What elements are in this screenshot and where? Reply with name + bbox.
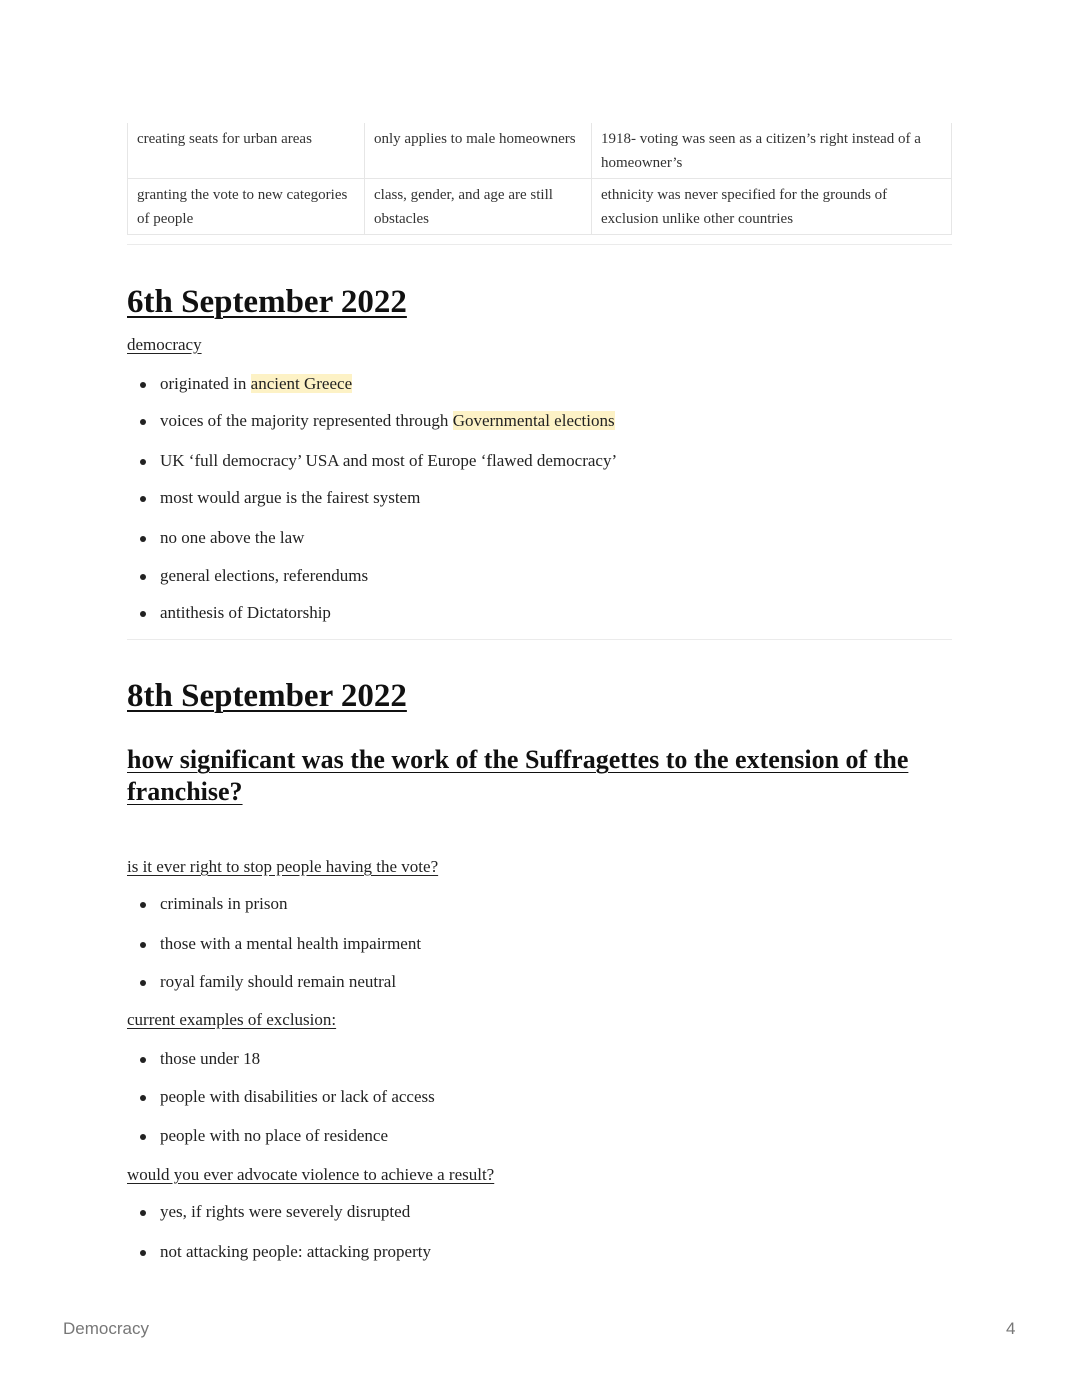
list-item-text: those with a mental health impairment <box>160 934 422 953</box>
table-cell: only applies to male homeowners <box>365 123 592 179</box>
page-number: 4 <box>1006 1319 1016 1338</box>
question-label: would you ever advocate violence to achieve a result? <box>127 1165 495 1184</box>
bullet-icon <box>140 1134 146 1140</box>
notes-table <box>127 123 952 235</box>
table-cell: ethnicity was never specified for the grounds of exclusion unlike other countries <box>592 179 952 235</box>
section-date-heading: 6th September 2022 <box>127 284 407 320</box>
list-item-text: people with no place of residence <box>160 1126 388 1145</box>
bullet-icon <box>140 1210 146 1216</box>
list-item-text: not attacking people: attacking property <box>160 1242 431 1261</box>
essay-question: how significant was the work of the Suffragettes to the extension of the franchise? <box>127 745 909 806</box>
section-date-heading: 8th September 2022 <box>127 678 407 714</box>
list-item-text: UK ‘full democracy’ USA and most of Europe ‘flawed democracy’ <box>160 451 618 470</box>
bullet-icon <box>140 1057 146 1063</box>
bullet-icon <box>140 1095 146 1101</box>
bullet-icon <box>140 980 146 986</box>
list-item-text: originated in <box>160 374 251 393</box>
question-label: is it ever right to stop people having the vote? <box>127 857 439 876</box>
bullet-icon <box>140 574 146 580</box>
bullet-icon <box>140 611 146 617</box>
table-cell: creating seats for urban areas <box>128 123 365 179</box>
highlighted-text: ancient Greece <box>250 374 353 393</box>
bullet-icon <box>140 496 146 502</box>
list-item-text: royal family should remain neutral <box>160 972 397 991</box>
bullet-icon <box>140 536 146 542</box>
list-item-text: criminals in prison <box>160 894 288 913</box>
bullet-icon <box>140 382 146 388</box>
bullet-icon <box>140 419 146 425</box>
bullet-icon <box>140 1250 146 1256</box>
divider <box>127 244 952 245</box>
question-label: current examples of exclusion: <box>127 1010 337 1029</box>
table-row <box>128 179 952 235</box>
bullet-icon <box>140 459 146 465</box>
list-item-text: those under 18 <box>160 1049 261 1068</box>
divider <box>127 639 952 640</box>
list-item-text: voices of the majority represented through <box>160 411 453 430</box>
list-item-text: most would argue is the fairest system <box>160 488 421 507</box>
table-cell: class, gender, and age are still obstacles <box>365 179 592 235</box>
table-row <box>128 123 952 179</box>
topic-label: democracy <box>127 335 202 354</box>
list-item-text: no one above the law <box>160 528 305 547</box>
list-item-text: general elections, referendums <box>160 566 369 585</box>
bullet-icon <box>140 942 146 948</box>
list-item-text: antithesis of Dictatorship <box>160 603 331 622</box>
footer-document-title: Democracy <box>63 1319 149 1338</box>
bullet-icon <box>140 902 146 908</box>
table-cell: granting the vote to new categories of people <box>128 179 365 235</box>
table-cell: 1918- voting was seen as a citizen’s right instead of a homeowner’s <box>592 123 952 179</box>
list-item-text: yes, if rights were severely disrupted <box>160 1202 411 1221</box>
list-item-text: people with disabilities or lack of access <box>160 1087 435 1106</box>
highlighted-text: Governmental elections <box>452 411 615 430</box>
